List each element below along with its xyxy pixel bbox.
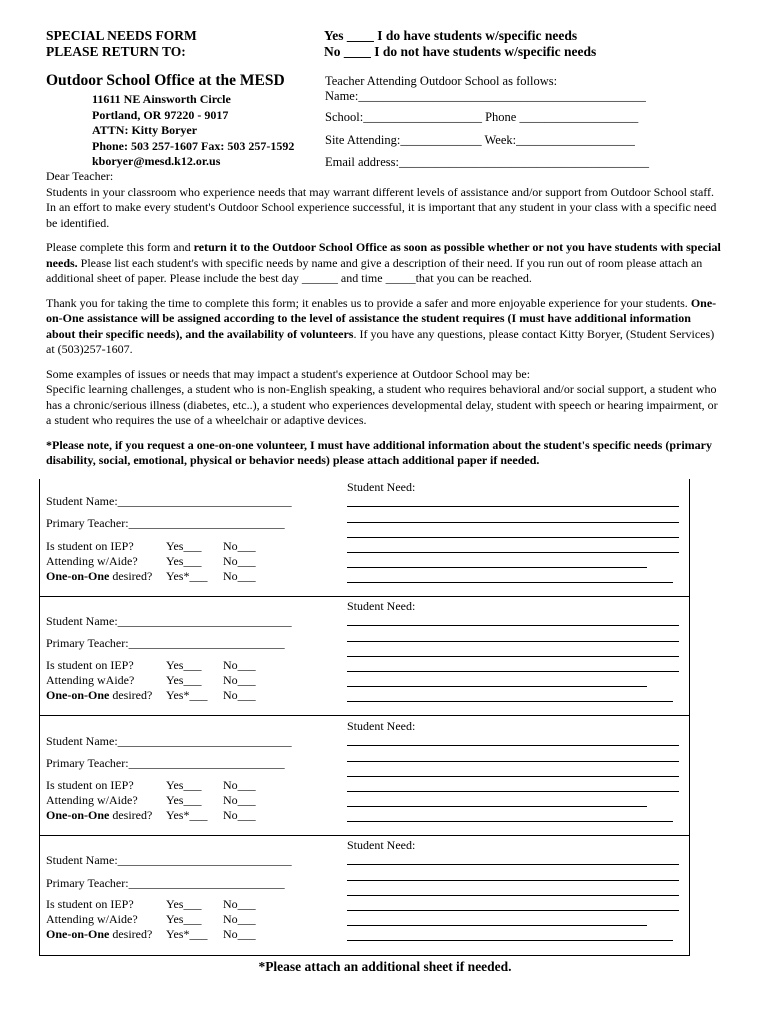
one-on-one-note: *Please note, if you request a one-on-one volunteer, I must have additional information about the student's specific needs (primary disability, social, emotional, physical or behavior needs) please attach additional paper if needed.	[46, 437, 712, 467]
site-week-field[interactable]: Site Attending:_____________ Week:___________________	[325, 133, 635, 147]
need-line[interactable]	[347, 522, 679, 523]
teacher-name-field[interactable]: Name:______________________________________________	[325, 89, 646, 103]
primary-teacher-field[interactable]: Primary Teacher:__________________________	[46, 756, 285, 770]
iep-no[interactable]: No___	[223, 658, 256, 672]
address-attn: ATTN: Kitty Boryer	[92, 123, 198, 137]
office-name: Outdoor School Office at the MESD	[46, 72, 285, 89]
need-line[interactable]	[347, 582, 673, 583]
teacher-attending-label: Teacher Attending Outdoor School as follows:	[325, 74, 558, 88]
iep-no[interactable]: No___	[223, 897, 256, 911]
aide-yes[interactable]: Yes___	[166, 912, 202, 926]
need-line[interactable]	[347, 806, 647, 807]
iep-yes[interactable]: Yes___	[166, 778, 202, 792]
need-line[interactable]	[347, 940, 673, 941]
one-on-one-question	[46, 569, 152, 585]
aide-no[interactable]: No___	[223, 912, 256, 926]
one-on-one-label: One-on-One	[46, 688, 110, 702]
return-to-label: PLEASE RETURN TO:	[46, 44, 186, 59]
thanks-c: . If you have any questions, please contact Kitty Boryer, (Student Services) at (503)257-1607.	[46, 326, 715, 356]
no-needs-option[interactable]: No ____ I do not have students w/specific needs	[324, 44, 597, 59]
iep-no[interactable]: No___	[223, 778, 256, 792]
thanks-paragraph	[46, 296, 722, 358]
letter-body	[46, 169, 722, 469]
aide-no[interactable]: No___	[223, 793, 256, 807]
need-line[interactable]	[347, 745, 679, 746]
need-line[interactable]	[347, 821, 673, 822]
school-phone-field[interactable]: School:___________________ Phone ___________________	[325, 110, 639, 124]
one-on-one-label: One-on-One	[46, 808, 110, 822]
one-on-one-label: One-on-One	[46, 569, 110, 583]
aide-question: Attending w/Aide?	[46, 554, 138, 568]
yes-needs-option[interactable]: Yes ____ I do have students w/specific needs	[324, 28, 578, 43]
need-line[interactable]	[347, 656, 679, 657]
need-line[interactable]	[347, 864, 679, 865]
iep-yes[interactable]: Yes___	[166, 539, 202, 553]
student-need-label: Student Need:	[347, 480, 416, 494]
instructions-a: Please complete this form and	[46, 240, 194, 254]
student-need-label: Student Need:	[347, 838, 416, 852]
desired-label: desired?	[109, 688, 153, 702]
aide-no[interactable]: No___	[223, 673, 256, 687]
need-line[interactable]	[347, 686, 647, 687]
need-line[interactable]	[347, 537, 679, 538]
instructions-c: Please list each student's with specific needs by name and give a description of their need. If you run out of room please attach an additional sheet of paper. Please include the best day ______ and time _____that you can be reached.	[46, 255, 703, 285]
address-city: Portland, OR 97220 - 9017	[92, 107, 229, 122]
office-address	[92, 92, 294, 170]
form-title: SPECIAL NEEDS FORM	[46, 28, 197, 43]
one-on-one-yes[interactable]: Yes*___	[166, 927, 208, 941]
one-on-one-question	[46, 808, 152, 824]
need-line[interactable]	[347, 701, 673, 702]
desired-label: desired?	[109, 808, 153, 822]
primary-teacher-field[interactable]: Primary Teacher:__________________________	[46, 876, 285, 890]
primary-teacher-field[interactable]: Primary Teacher:__________________________	[46, 636, 285, 650]
need-line[interactable]	[347, 552, 679, 553]
aide-yes[interactable]: Yes___	[166, 673, 202, 687]
address-email: kboryer@mesd.k12.or.us	[92, 154, 221, 168]
thanks-a: Thank you for taking the time to complete this form; it enables us to provide a safer and more enjoyable experience for your students.	[46, 295, 691, 310]
one-on-one-question	[46, 688, 152, 704]
one-on-one-yes[interactable]: Yes*___	[166, 808, 208, 822]
one-on-one-label: One-on-One	[46, 927, 110, 941]
primary-teacher-field[interactable]: Primary Teacher:__________________________	[46, 516, 285, 530]
one-on-one-question	[46, 927, 152, 943]
address-street: 11611 NE Ainsworth Circle	[92, 92, 231, 106]
examples-list: Specific learning challenges, a student who is non-English speaking, a student who requires behavioral and/or social support, a student who has a chronic/serious illness (diabetes, etc..), a student who experiences developmental delay, student with speech or hearing impairment, or a student who requires the use of a wheelchair or adaptive devices.	[46, 382, 718, 427]
intro-paragraph: Students in your classroom who experience needs that may warrant different levels of assistance and/or support from Outdoor School staff. In an effort to make every student's Outdoor School experience successful, it is important that any student in your class with a specific need be identified.	[46, 184, 717, 230]
thanks-bold: One-on-One assistance will be assigned according to the level of assistance the student requires (I must have additional information about their specific needs), and the availability of volunteers	[46, 295, 717, 341]
need-line[interactable]	[347, 641, 679, 642]
iep-yes[interactable]: Yes___	[166, 897, 202, 911]
iep-question: Is student on IEP?	[46, 778, 134, 792]
aide-question: Attending w/Aide?	[46, 912, 138, 926]
need-line[interactable]	[347, 791, 679, 792]
need-line[interactable]	[347, 506, 679, 507]
iep-question: Is student on IEP?	[46, 539, 134, 553]
student-name-field[interactable]: Student Name:_____________________________	[46, 614, 292, 628]
email-field[interactable]: Email address:________________________________________	[325, 155, 649, 169]
greeting: Dear Teacher:	[46, 169, 114, 183]
student-name-field[interactable]: Student Name:_____________________________	[46, 494, 292, 508]
one-on-one-no[interactable]: No___	[223, 688, 256, 702]
footer-note: *Please attach an additional sheet if needed.	[258, 959, 512, 974]
one-on-one-no[interactable]: No___	[223, 569, 256, 583]
one-on-one-no[interactable]: No___	[223, 927, 256, 941]
aide-question: Attending wAide?	[46, 673, 135, 687]
iep-no[interactable]: No___	[223, 539, 256, 553]
address-phone-fax: Phone: 503 257-1607 Fax: 503 257-1592	[92, 138, 295, 153]
instructions-paragraph	[46, 240, 722, 287]
need-line[interactable]	[347, 895, 679, 896]
one-on-one-yes[interactable]: Yes*___	[166, 569, 208, 583]
instructions-bold: return it to the Outdoor School Office as soon as possible whether or not you have students with special needs.	[46, 240, 721, 270]
aide-yes[interactable]: Yes___	[166, 793, 202, 807]
need-line[interactable]	[347, 776, 679, 777]
student-need-label: Student Need:	[347, 719, 416, 733]
need-line[interactable]	[347, 625, 679, 626]
need-line[interactable]	[347, 910, 679, 911]
aide-question: Attending w/Aide?	[46, 793, 138, 807]
iep-yes[interactable]: Yes___	[166, 658, 202, 672]
examples-intro: Some examples of issues or needs that may impact a student's experience at Outdoor School may be:	[46, 366, 531, 381]
need-line[interactable]	[347, 925, 647, 926]
aide-no[interactable]: No___	[223, 554, 256, 568]
student-name-field[interactable]: Student Name:_____________________________	[46, 853, 292, 867]
need-line[interactable]	[347, 567, 647, 568]
aide-yes[interactable]: Yes___	[166, 554, 202, 568]
desired-label: desired?	[109, 569, 153, 583]
student-need-label: Student Need:	[347, 599, 416, 613]
student-name-field[interactable]: Student Name:_____________________________	[46, 734, 292, 748]
need-line[interactable]	[347, 671, 679, 672]
one-on-one-yes[interactable]: Yes*___	[166, 688, 208, 702]
one-on-one-no[interactable]: No___	[223, 808, 256, 822]
iep-question: Is student on IEP?	[46, 658, 134, 672]
need-line[interactable]	[347, 880, 679, 881]
desired-label: desired?	[109, 927, 153, 941]
need-line[interactable]	[347, 761, 679, 762]
iep-question: Is student on IEP?	[46, 897, 134, 911]
